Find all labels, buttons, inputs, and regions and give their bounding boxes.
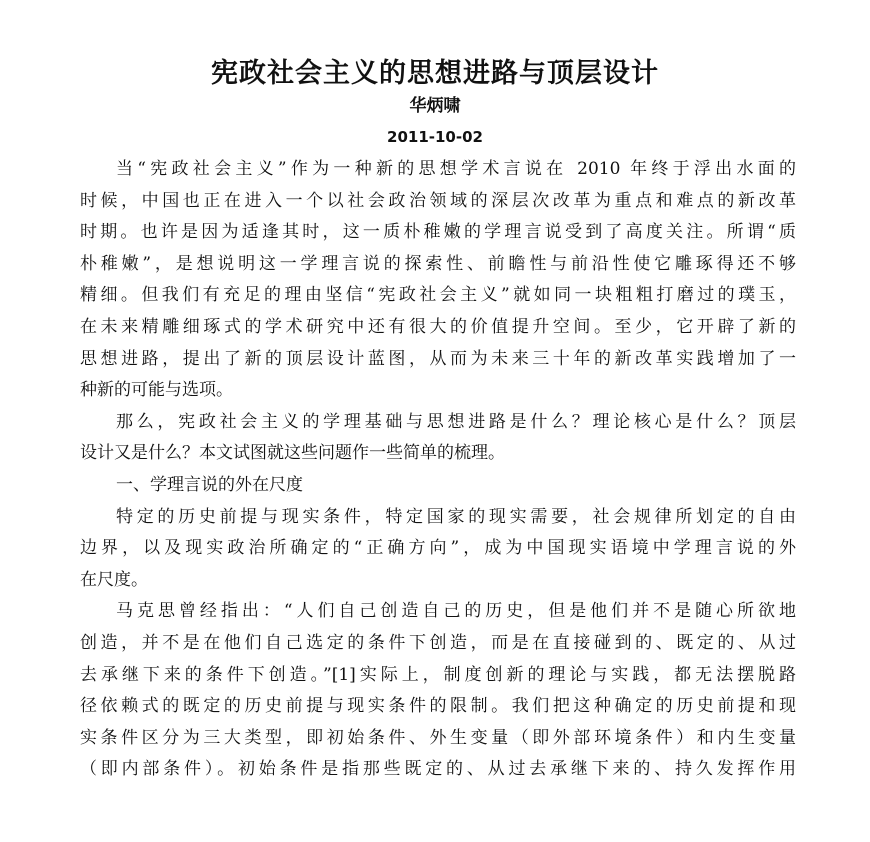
paragraph-line: 去承继下来的条件下创造。”[1]实际上，制度创新的理论与实践，都无法摆脱路	[80, 664, 796, 685]
paragraph-line: 马克思曾经指出：“人们自己创造自己的历史，但是他们并不是随心所欲地	[116, 601, 796, 622]
paragraph-line: 时候，中国也正在进入一个以社会政治领域的深层次改革为重点和难点的新改革	[80, 190, 796, 211]
paragraph-line: 种新的可能与选项。	[80, 380, 233, 401]
document-author: 华炳啸	[409, 96, 461, 116]
paragraph-line: 边界，以及现实政治所确定的“正确方向”，成为中国现实语境中学理言说的外	[80, 538, 796, 559]
paragraph-line: 创造，并不是在他们自己选定的条件下创造，而是在直接碰到的、既定的、从过	[80, 632, 796, 653]
paragraph-line: 那么，宪政社会主义的学理基础与思想进路是什么？理论核心是什么？顶层	[116, 411, 796, 432]
paragraph-line: 思想进路，提出了新的顶层设计蓝图，从而为未来三十年的新改革实践增加了一	[80, 348, 796, 369]
paragraph-line: 在未来精雕细琢式的学术研究中还有很大的价值提升空间。至少，它开辟了新的	[80, 316, 796, 337]
document-date: 2011-10-02	[387, 128, 483, 146]
section-heading: 一、学理言说的外在尺度	[116, 474, 303, 495]
paragraph-line: 实条件区分为三大类型，即初始条件、外生变量（即外部环境条件）和内生变量	[80, 727, 796, 748]
paragraph-line: 当“宪政社会主义”作为一种新的思想学术言说在 2010 年终于浮出水面的	[116, 159, 796, 179]
paragraph-line: 特定的历史前提与现实条件，特定国家的现实需要，社会规律所划定的自由	[116, 506, 796, 527]
paragraph-line: 精细。但我们有充足的理由坚信“宪政社会主义”就如同一块粗粗打磨过的璞玉，	[80, 285, 796, 306]
paragraph-line: 径依赖式的既定的历史前提与现实条件的限制。我们把这种确定的历史前提和现	[80, 696, 796, 717]
document-title: 宪政社会主义的思想进路与顶层设计	[211, 58, 659, 89]
paragraph-line: 朴稚嫩”，是想说明这一学理言说的探索性、前瞻性与前沿性使它雕琢得还不够	[80, 253, 796, 274]
paragraph-line: 在尺度。	[80, 569, 148, 590]
paragraph-line: （即内部条件）。初始条件是指那些既定的、从过去承继下来的、持久发挥作用	[80, 759, 796, 780]
paragraph-line: 设计又是什么？本文试图就这些问题作一些简单的梳理。	[80, 443, 505, 464]
document-body	[80, 154, 796, 786]
paragraph-line: 时期。也许是因为适逢其时，这一质朴稚嫩的学理言说受到了高度关注。所谓“质	[80, 222, 796, 243]
